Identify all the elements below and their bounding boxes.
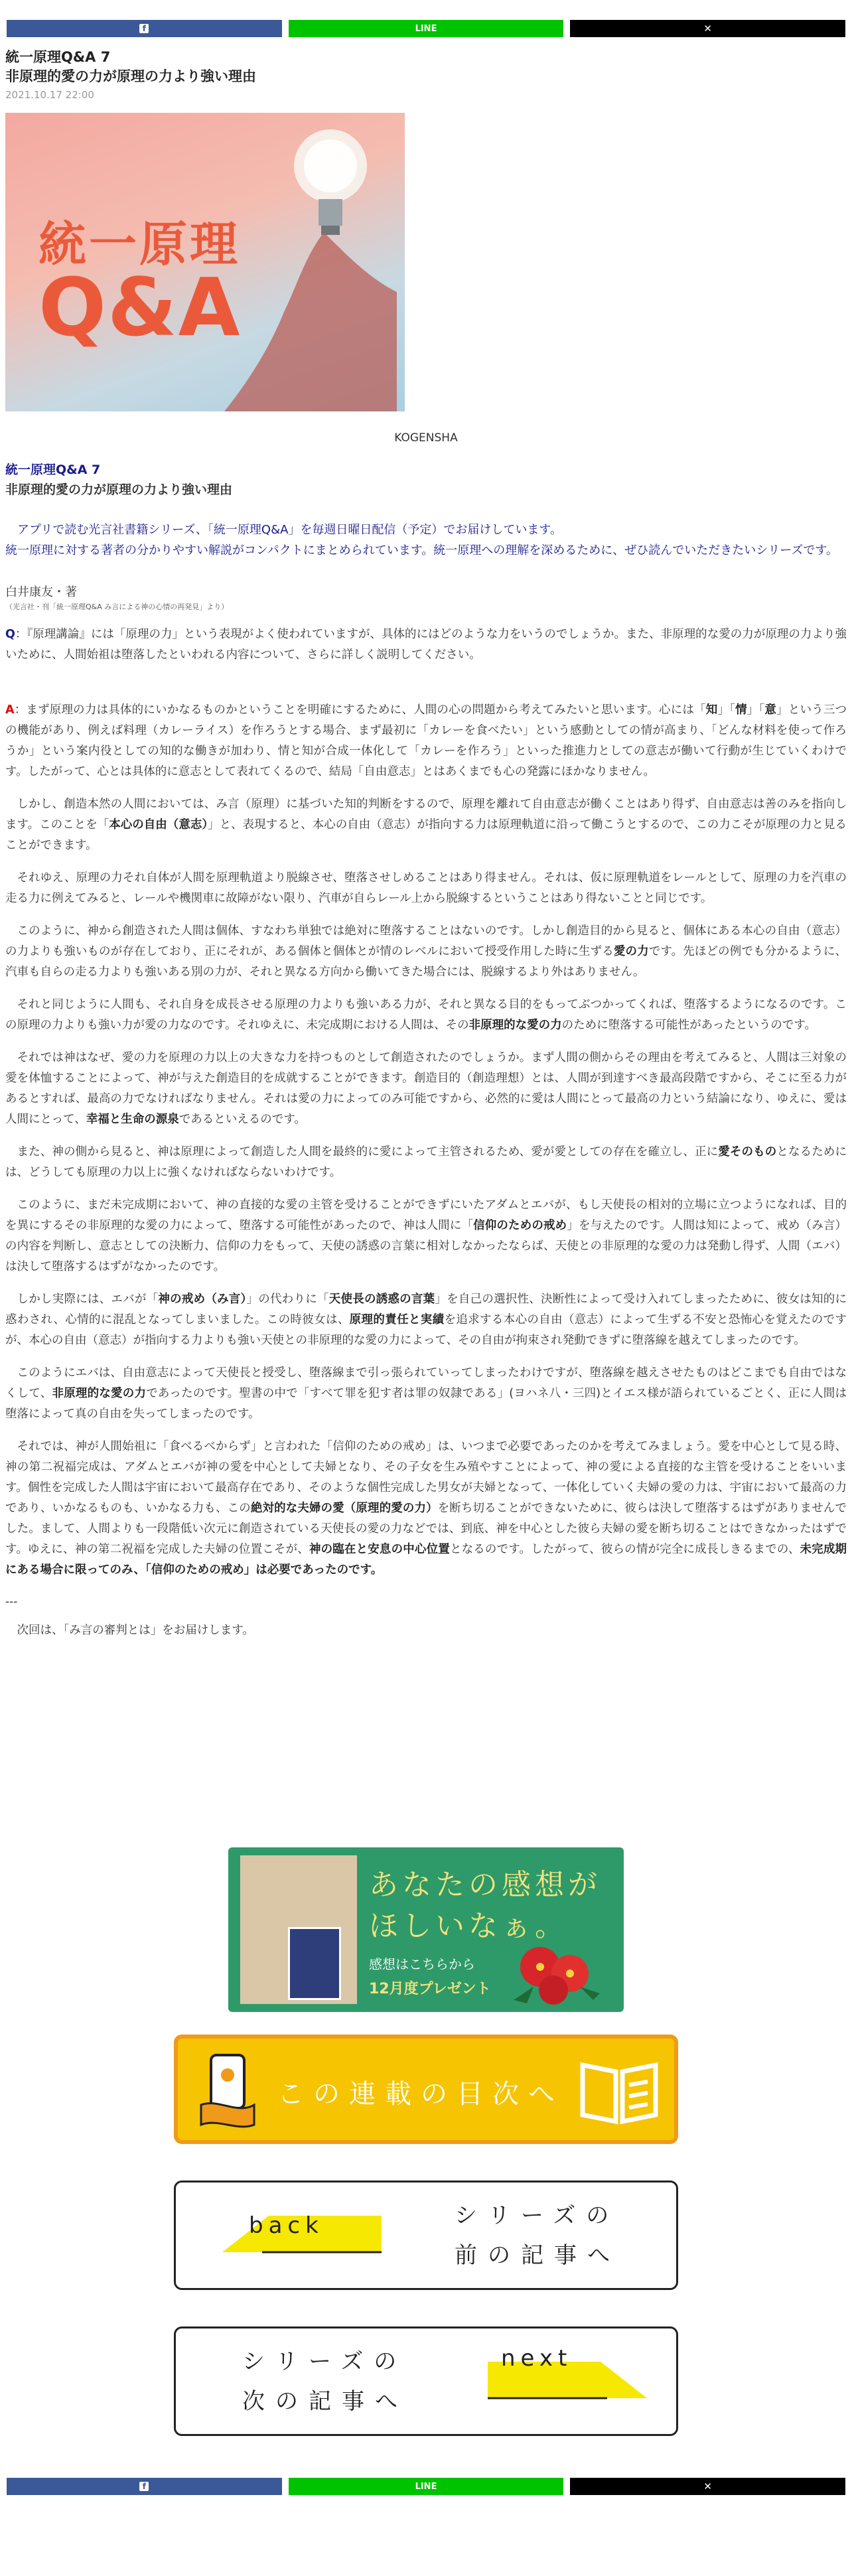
facebook-share-button[interactable] (7, 2478, 282, 2495)
bold-text: 情 (735, 703, 747, 717)
bold-text: 知 (705, 703, 718, 717)
author: 白井康友・著 (5, 585, 77, 599)
paragraph-7 (5, 1142, 847, 1183)
text: それでは神はなぜ、愛の力を原理の力以上の大きな力を持つものとして創造されたのでしょうか。まず人間の側からその理由を考えてみると、人間は三対象の愛を体恤することによって、神が与えた創造目的を成就することができます。創造目的（創造理想）とは、人間が到達すべき最高段階ですから、そこに至る力があるとすれば、最高の力でなければなりません。それは愛の力によってのみ可能ですから、必然的に愛は人間にとって最高の力という結論になり、ゆえに、愛は人間にとって、 (5, 1051, 847, 1126)
feedback-banner[interactable] (228, 1847, 624, 2012)
question-label: Q (5, 628, 15, 641)
answer-text: 」「 (717, 703, 736, 717)
next-article-button[interactable] (174, 2326, 678, 2436)
line-share-button[interactable] (289, 20, 564, 37)
bold-text: 意 (764, 703, 777, 717)
prev-line1: シリーズの (455, 2202, 620, 2229)
text: であるといえるのです。 (178, 1113, 306, 1126)
book-cover-image (288, 1927, 341, 2000)
paragraph-9 (5, 1289, 847, 1351)
text: のために堕落する可能性があったというのです。 (561, 1019, 817, 1032)
hero-title-line1: 統一原理 (38, 216, 241, 272)
text: このように、神から創造された人間は個体、すなわち単独では絶対に堕落することはないのです。しかし創造目的から見ると、個体にある本心の自由（意志）の力よりも強いものが存在しており、正にそれが、ある個体と個体とが情のレベルにおいて授受作用した時に生ずる (5, 924, 847, 958)
answer-text: 」「 (746, 703, 765, 717)
answer-text: ：まず原理の力は具体的にいかなるものかということを明確にするために、人間の心の問題から考えてみたいと思います。心には「 (14, 703, 706, 717)
book-icon (576, 2055, 662, 2128)
series-title: 統一原理Q&A 7 (5, 49, 111, 65)
image-caption: KOGENSHA (394, 431, 458, 445)
text: となるためには、どうしても原理の力以上に強くなければならないわけです。 (5, 1145, 847, 1179)
paragraph-5 (5, 995, 847, 1036)
facebook-icon: f (139, 2482, 149, 2491)
toc-label: この連載の目次へ (277, 2079, 564, 2110)
feedback-title-line1: あなたの感想が (369, 1868, 601, 1902)
article-series: 統一原理Q&A 7 (5, 463, 101, 477)
hand-illustration (224, 232, 397, 411)
answer-label: A (5, 703, 15, 717)
bold-text: 神の臨在と安息の中心位置 (309, 1543, 450, 1556)
text: 」を自己の選択性、決断性によって受け入れてしまったために、彼女は知的に惑わされ、心情的に混乱となってしまいました。この時彼女は、 (5, 1293, 847, 1326)
text: それでは、神が人間始祖に「食べるべからず」と言われた「信仰のための戒め」は、いつまで必要であったのかを考えてみましょう。愛を中心として見る時、神の第二祝福完成は、アダムとエバが神の愛を中心として夫婦となり、その子女を生み殖やすことによって、神の愛による直接的な主管を受けることをいいます。個性を完成した人間は宇宙において最高存在であり、そのような個性完成した男女が夫婦となって、一体化していく夫婦の愛の力は、宇宙において最高の力であり、いかなるものも、いかなる力も、この (5, 1440, 847, 1515)
author-note: （光言社・刊「統一原理Q&A み言による神の心情の再発見」より） (5, 603, 229, 611)
text: しかし、創造本然の人間においては、み言（原理）に基づいた知的判断をするので、原理を離れて自由意志が働くことはあり得ず、自由意志は善のみを指向します。このことを「 (5, 798, 847, 831)
bold-text: 神の戒め（み言） (158, 1293, 247, 1306)
poinsettia-icon (507, 1934, 606, 2007)
next-line1: シリーズの (242, 2348, 407, 2375)
feedback-present: 12月度プレゼント (369, 1981, 491, 1997)
text: であったのです。聖書の中で「すべて罪を犯す者は罪の奴隷である」(ヨハネ八・三四)とイエス様が語られているごとく、正に人間は堕落によって真の自由を失ってしまったのです。 (5, 1387, 847, 1421)
text: 」の代わりに「 (246, 1293, 329, 1306)
question-paragraph (5, 624, 847, 666)
line-label: LINE (415, 2481, 437, 2492)
facebook-icon: f (139, 24, 149, 33)
bold-text: 幸福と生命の源泉 (86, 1113, 179, 1126)
article-header (5, 48, 841, 102)
toc-banner[interactable] (174, 2035, 678, 2144)
prev-line2: 前の記事へ (455, 2242, 620, 2269)
separator: --- (5, 1595, 18, 1609)
bold-text: 絶対的な夫婦の愛（原理的愛の力） (250, 1502, 438, 1515)
prev-article-button[interactable] (174, 2181, 678, 2290)
bold-text: 愛の力 (613, 945, 649, 958)
question-text: ：『原理講論』には「原理の力」という表現がよく使われていますが、具体的にはどのような力をいうのでしょうか。また、非原理的な愛の力が原理の力より強いために、人間始祖は堕落したといわれる内容について、さらに詳しく説明してください。 (5, 628, 847, 662)
hero-title-line2: Q&A (38, 262, 242, 354)
facebook-share-button[interactable] (7, 20, 282, 37)
paragraph-4 (5, 921, 847, 983)
share-bar-top (7, 20, 845, 37)
x-share-button[interactable] (570, 20, 845, 37)
page-title: 非原理的愛の力が原理の力より強い理由 (5, 68, 256, 84)
text: 」を与えたのです。人間は知によって、戒め（み言）の内容を判断し、意志としての決断力、信仰の力をもって、天使の誘惑の言葉に相対しなかったならば、天使との非原理的な愛の力は発動し得ず、人間（エバ）は決して堕落するはずがなかったのです。 (5, 1219, 847, 1273)
share-bar-bottom (7, 2478, 845, 2495)
paragraph-10 (5, 1363, 847, 1425)
bold-text: 愛そのもの (718, 1145, 777, 1159)
text: また、神の側から見ると、神は原理によって創造した人間を最終的に愛によって主管されるため、愛が愛としての存在を確立し、正に (17, 1145, 719, 1159)
next-line2: 次の記事へ (242, 2388, 408, 2415)
text: しかし実際には、エバが「 (17, 1293, 159, 1306)
paragraph-2 (5, 794, 847, 856)
bold-text: 非原理的な愛の力 (468, 1019, 562, 1032)
text: 」と、表現すると、本心の自由（意志）が指向する力は原理軌道に沿って働こうとするので、この力こそが原理の力と見ることができます。 (5, 818, 847, 852)
line-label: LINE (415, 23, 437, 34)
paragraph-11 (5, 1437, 847, 1581)
x-icon: ✕ (703, 23, 712, 35)
text: このようにエバは、自由意志によって天使長と授受し、堕落線まで引っ張られていってしまったわけですが、堕落線を越えさせたものはどこまでも自由ではなくして、 (5, 1366, 847, 1400)
bold-text: 未完成期にある場合に限ってのみ、「信仰のための戒め」は必要であったのです。 (5, 1543, 847, 1577)
paragraph-3: それゆえ、原理の力それ自体が人間を原理軌道より脱線させ、堕落させしめることはあり得ません。それは、仮に原理軌道をレールとして、原理の力を汽車の走る力に例えてみると、レールや機関車に故障がない限り、汽車が自らレール上から脱線するということはあり得ないことと同じです。 (5, 871, 847, 905)
answer-text: 」という三つの機能があり、例えば料理（カレーライス）を作ろうとする場合、まず最初に「カレーを食べたい」という感動としての情が高まり、「どんな材料を使って作ろうか」という案内役としての知的な働きが加わり、情と知が合成一体化して「カレーを作ろう」といった推進力としての意志が働いて行動が生じていくわけです。したがって、心とは具体的に意志として表れてくるので、結局「自由意志」とはあくまでも心の発露にほかなりません。 (5, 703, 847, 778)
text: です。先ほどの例でも分かるように、汽車も自らの走る力よりも強いある別の力が、それと異なる方向から働いてきた場合には、脱線するより外はありません。 (5, 945, 847, 979)
text: となるのです。したがって、彼らの情が完全に成長しきるまでの、 (449, 1543, 800, 1556)
x-icon: ✕ (703, 2480, 712, 2492)
x-share-button[interactable] (570, 2478, 845, 2495)
publish-date: 2021.10.17 22:00 (5, 89, 94, 101)
bold-text: 非原理的な愛の力 (52, 1387, 147, 1400)
bold-text: 信仰のための戒め (473, 1219, 567, 1232)
lead-paragraph: アプリで読む光言社書籍シリーズ、「統一原理Q&A」を毎週日曜日配信（予定）でお届けしています。 統一原理に対する著者の分かりやすい解説がコンパクトにまとめられています。統一原理への理解を深めるために、ぜひ読んでいただきたいシリーズです。 (5, 523, 838, 557)
text: このように、まだ未完成期において、神の直接的な愛の主管を受けることができずにいたアダムとエバが、もし天使長の相対的立場に立つようになれば、目的を異にするその非原理的な愛の力によって、堕落する可能性があったので、神は人間に「 (5, 1198, 847, 1232)
hero-image (5, 113, 405, 411)
feedback-title-line2: ほしいなぁ。 (369, 1909, 568, 1943)
bold-text: 天使長の誘惑の言葉 (328, 1293, 435, 1306)
back-label: back (249, 2212, 324, 2239)
bold-text: 原理的責任と実績 (349, 1313, 445, 1326)
next-notice: 次回は、「み言の審判とは」をお届けします。 (17, 1624, 254, 1637)
text: それと同じように人間も、それ自身を成長させる原理の力よりも強いある力が、それと異なる目的をもってぶつかってくれば、堕落するようになるのです。この原理の力よりも強い力が愛の力なのです。それゆえに、未完成期における人間は、その (5, 998, 847, 1032)
paragraph-8 (5, 1195, 847, 1277)
feedback-subtext: 感想はこちらから (369, 1956, 475, 1972)
article-body (5, 460, 847, 1641)
next-label: next (501, 2345, 573, 2372)
bold-text: 本心の自由（意志） (109, 818, 208, 831)
line-share-button[interactable] (289, 2478, 564, 2495)
text: を追求する本心の自由（意志）によって生ずる不安と恐怖心を覚えたのですが、本心の自由（意志）が指向する力よりも強い天使との非原理的な愛の力によって、その自由が拘束され発動できずに堕落線を越えてしまったのです。 (5, 1313, 847, 1347)
answer-paragraph-1 (5, 700, 847, 782)
paragraph-6 (5, 1048, 847, 1130)
phone-icon (198, 2052, 257, 2131)
text: を断ち切ることができないために、彼らは決して堕落するはずがありませんでした。まして、人間よりも一段階低い次元に創造されている天使長の愛の力などでは、到底、神を中心とした彼ら夫婦の愛を断ち切ることはできなかったはずです。ゆえに、神の第二祝福を完成した夫婦の位置こそが、 (5, 1502, 847, 1556)
article-title: 非原理的愛の力が原理の力より強い理由 (5, 482, 233, 497)
